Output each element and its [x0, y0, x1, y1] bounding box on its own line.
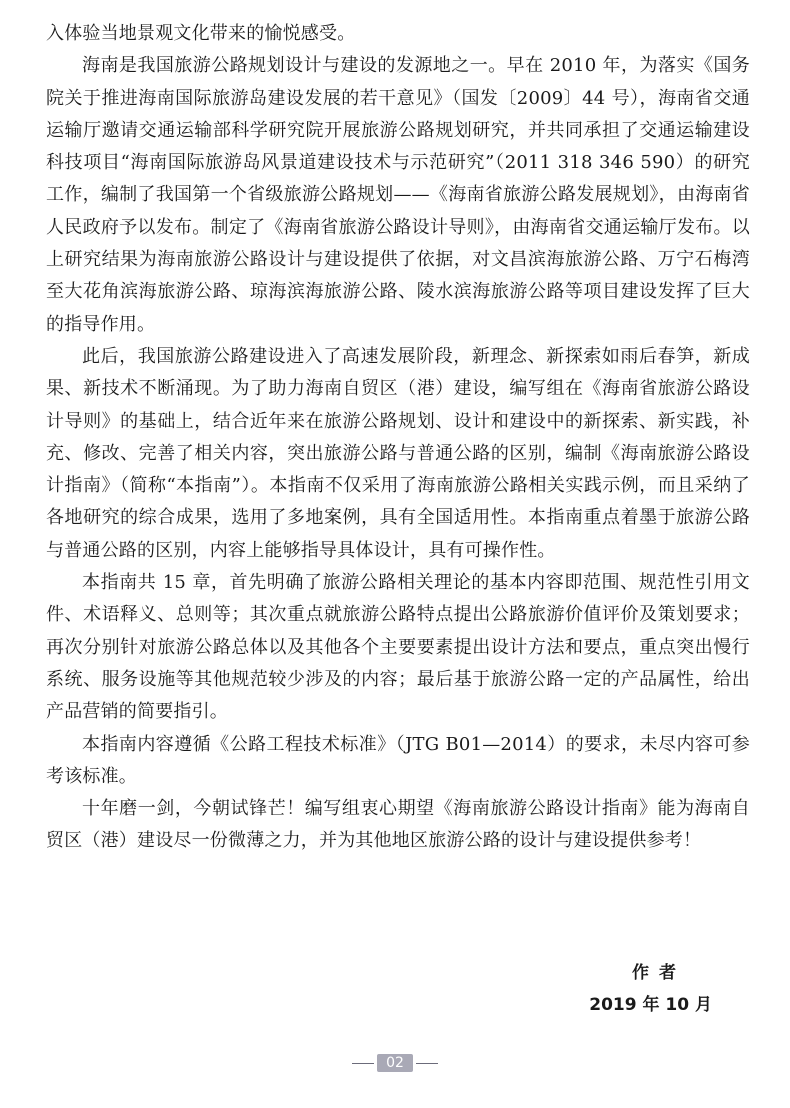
footer-rule-right	[416, 1063, 438, 1064]
paragraph-continuation: 入体验当地景观文化带来的愉悦感受。	[46, 23, 356, 44]
paragraph-development: 此后，我国旅游公路建设进入了高速发展阶段，新理念、新探索如雨后春笋，新成果、新技术不断涌现。为了助力海南自贸区（港）建设，编写组在《海南省旅游公路设计导则》的基础上，结合近年来在旅游公路规划、设计和建设中的新探索、新实践，补充、修改、完善了相关内容，突出旅游公路与普通公路的区别，编制《海南旅游公路设计指南》（简称“本指南”）。本指南不仅采用了海南旅游公路相关实践示例，而且采纳了各地研究的综合成果，选用了多地案例，具有全国适用性。本指南重点着墨于旅游公路与普通公路的区别，内容上能够指导具体设计，具有可操作性。	[46, 345, 750, 561]
signature-date: 2019 年 10 月	[589, 995, 712, 1015]
page-footer	[0, 1054, 790, 1072]
paragraph-structure: 本指南共 15 章，首先明确了旅游公路相关理论的基本内容即范围、规范性引用文件、术语释义、总则等；其次重点就旅游公路特点提出公路旅游价值评价及策划要求；再次分别针对旅游公路总体以及其他各个主要要素提出设计方法和要点，重点突出慢行系统、服务设施等其他规范较少涉及的内容；最后基于旅游公路一定的产品属性，给出产品营销的简要指引。	[46, 572, 750, 723]
signature-author: 作者	[632, 963, 686, 983]
document-body	[46, 18, 750, 858]
footer-rule-left	[352, 1063, 374, 1064]
paragraph-standard: 本指南内容遵循《公路工程技术标准》（JTG B01—2014）的要求，未尽内容可参考该标准。	[46, 733, 750, 787]
paragraph-closing: 十年磨一剑，今朝试锋芒！编写组衷心期望《海南旅游公路设计指南》能为海南自贸区（港）建设尽一份微薄之力，并为其他地区旅游公路的设计与建设提供参考！	[46, 798, 750, 852]
paragraph-history: 海南是我国旅游公路规划设计与建设的发源地之一。早在 2010 年，为落实《国务院关于推进海南国际旅游岛建设发展的若干意见》（国发〔2009〕44 号），海南省交通运输厅邀请交通运输部科学研究院开展旅游公路规划研究，并共同承担了交通运输建设科技项目“海南国际旅游岛风景道建设技术与示范研究”（2011 318 346 590）的研究工作，编制了我国第一个省级旅游公路规划——《海南省旅游公路发展规划》，由海南省人民政府予以发布。制定了《海南省旅游公路设计导则》，由海南省交通运输厅发布。以上研究结果为海南旅游公路设计与建设提供了依据，对文昌滨海旅游公路、万宁石梅湾至大花角滨海旅游公路、琼海滨海旅游公路、陵水滨海旅游公路等项目建设发挥了巨大的指导作用。	[46, 55, 750, 335]
page-number: 02	[377, 1054, 413, 1072]
